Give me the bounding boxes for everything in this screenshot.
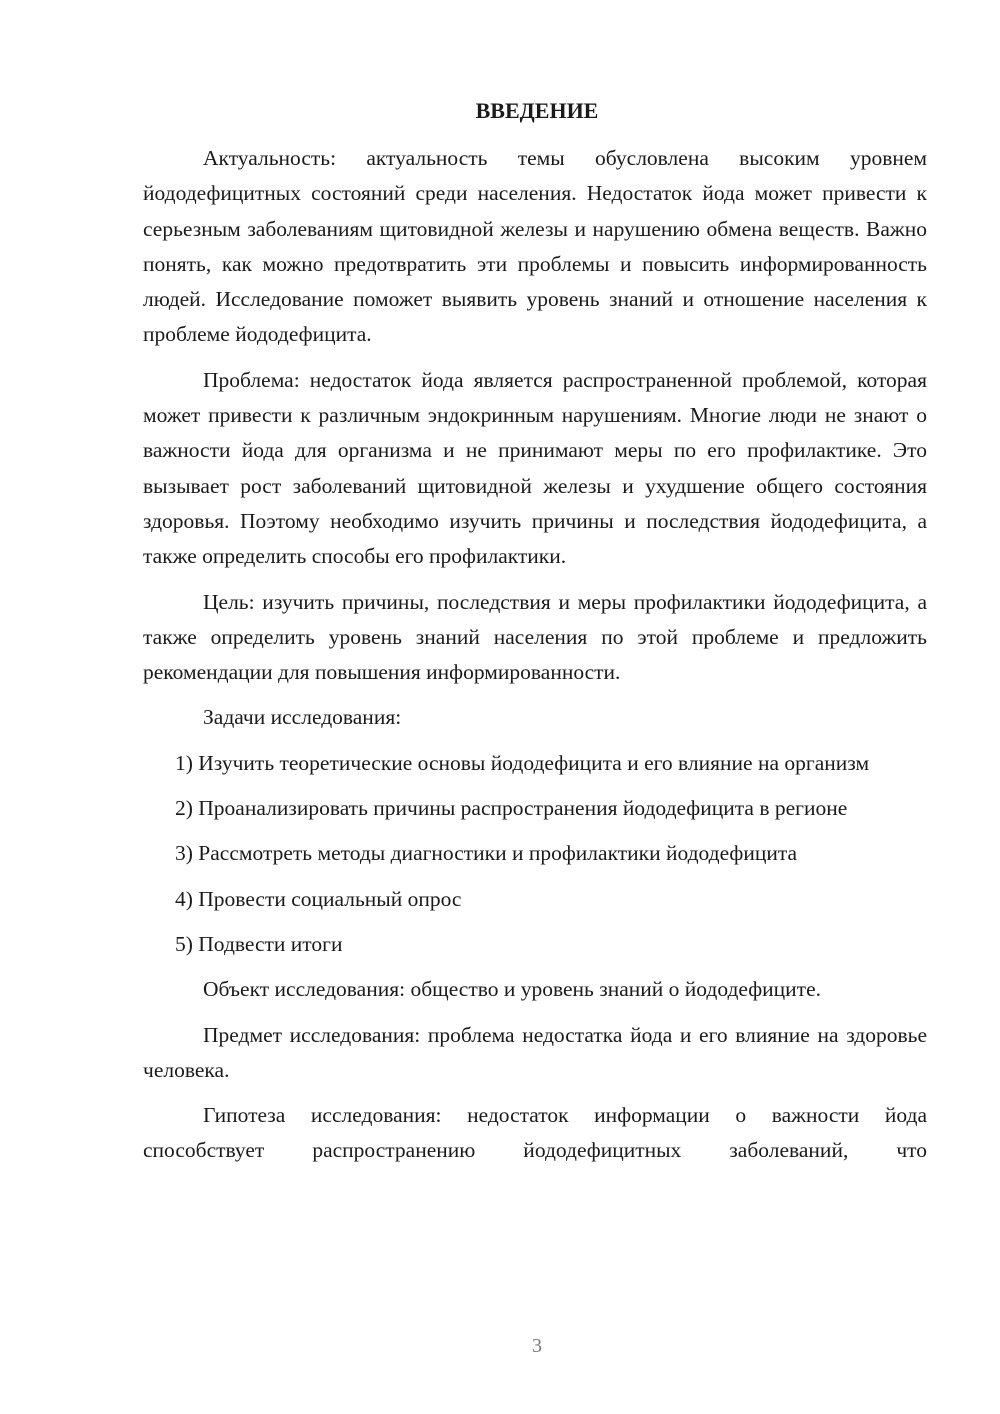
task-item-5: 5) Подвести итоги [175, 931, 343, 956]
page-title: ВВЕДЕНИЕ [475, 98, 599, 123]
task-item-1: 1) Изучить теоретические основы йододефицита и его влияние на организм [175, 750, 870, 775]
task-item-2: 2) Проанализировать причины распространения йододефицита в регионе [175, 796, 848, 821]
task-item-4: 4) Провести социальный опрос [175, 886, 462, 911]
subject-paragraph: Предмет исследования: проблема недостатка йода и его влияние на здоровье человека. [143, 1022, 927, 1082]
page-number: 3 [532, 1335, 542, 1357]
tasks-heading: Задачи исследования: [203, 705, 402, 730]
document-body [143, 141, 927, 1179]
task-item-3: 3) Рассмотреть методы диагностики и профилактики йододефицита [175, 841, 798, 866]
object-paragraph: Объект исследования: общество и уровень знаний о йододефиците. [203, 977, 821, 1002]
hypothesis-paragraph: Гипотеза исследования: недостаток информации о важности йода способствует распространению йододефицитных заболеваний, что [143, 1103, 927, 1163]
relevance-paragraph: Актуальность: актуальность темы обусловлена высоким уровнем йододефицитных состояний среди населения. Недостаток йода может привести к серьезным заболеваниям щитовидной железы и нарушению обмена веществ. Важно понять, как можно предотвратить эти проблемы и повысить информированность людей. Исследование поможет выявить уровень знаний и отношение населения к проблеме йододефицита. [143, 146, 927, 347]
goal-paragraph: Цель: изучить причины, последствия и меры профилактики йододефицита, а также определить уровень знаний населения по этой проблеме и предложить рекомендации для повышения информированности. [143, 589, 927, 685]
problem-paragraph: Проблема: недостаток йода является распространенной проблемой, которая может привести к различным эндокринным нарушениям. Многие люди не знают о важности йода для организма и не принимают меры по его профилактике. Это вызывает рост заболеваний щитовидной железы и ухудшение общего состояния здоровья. Поэтому необходимо изучить причины и последствия йододефицита, а также определить способы его профилактики. [143, 367, 927, 569]
